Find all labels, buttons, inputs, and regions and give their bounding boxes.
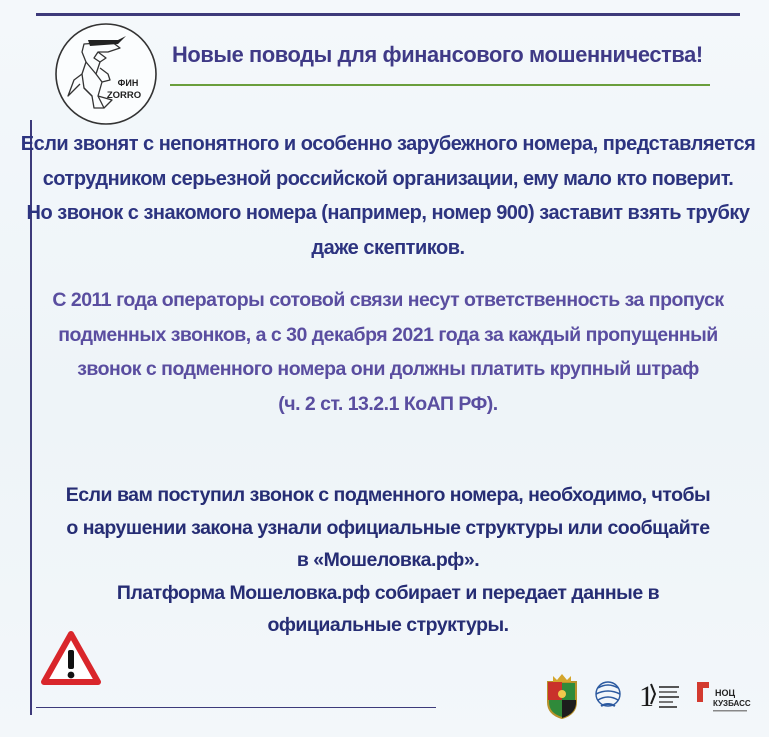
bottom-border-line <box>36 707 436 708</box>
noc-label-line1: НОЦ <box>715 688 736 698</box>
page-title: Новые поводы для финансового мошенничества! <box>172 42 703 67</box>
text-line: Если звонят с непонятного и особенно зарубежного номера, представляется <box>20 133 756 155</box>
noc-label-line2: КУЗБАСС <box>713 699 751 708</box>
logo-text-zorro: ZORRO <box>106 90 142 101</box>
text-line: звонок с подменного номера они должны платить крупный штраф <box>77 358 699 380</box>
fin-zorro-logo <box>54 22 158 126</box>
logo-text-fin: ФИН <box>117 78 139 88</box>
text-line: Но звонок с знакомого номера (например, номер 900) заставит взять трубку <box>26 202 750 224</box>
noc-kuzbass-logo <box>695 672 753 720</box>
text-line: в «Мошеловка.рф». <box>296 549 480 571</box>
text-line: официальные структуры. <box>267 614 509 636</box>
title-underline <box>170 84 710 86</box>
text-line: сотрудником серьезной российской организации, ему мало кто поверит. <box>42 167 734 190</box>
svg-text:1: 1 <box>639 680 654 713</box>
kemsu-logo-icon <box>637 672 681 720</box>
partner-logos <box>545 672 755 722</box>
text-line: (ч. 2 ст. 13.2.1 КоАП РФ). <box>278 392 498 415</box>
noc-red-mark-icon <box>697 682 709 702</box>
text-line: даже скептиков. <box>311 236 465 259</box>
text-line: о нарушении закона узнали официальные структуры или сообщайте <box>66 516 710 539</box>
text-line: подменных звонков, а с 30 декабря 2021 года за каждый пропущенный <box>58 323 718 346</box>
paragraph-what-to-do <box>18 479 758 642</box>
text-line: Если вам поступил звонок с подменного номера, необходимо, чтобы <box>65 484 711 506</box>
text-line: Платформа Мошеловка.рф собирает и передает данные в <box>116 581 660 604</box>
university-globe-logo-icon <box>593 672 623 720</box>
top-border-line <box>36 13 740 16</box>
warning-triangle-icon <box>40 630 102 688</box>
text-line: С 2011 года операторы сотовой связи несут ответственность за пропуск <box>52 289 724 311</box>
paragraph-spoofed-calls-intro <box>18 127 758 265</box>
kuzbass-coat-of-arms-icon <box>545 672 579 720</box>
paragraph-operators-responsibility <box>18 283 758 421</box>
